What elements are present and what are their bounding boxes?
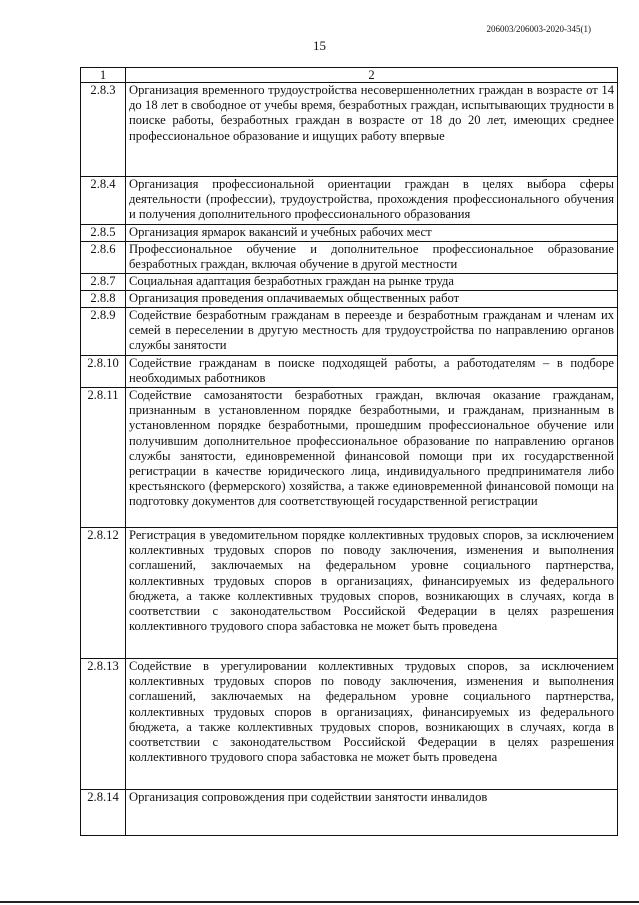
table-row	[81, 242, 618, 274]
row-number: 2.8.8	[81, 291, 126, 308]
row-text: Регистрация в уведомительном порядке коллективных трудовых споров, за исключением коллективных трудовых споров по поводу заключения, изменения и выполнения соглашений, заключаемых на федеральном уровне социального партнерства, коллективных трудовых споров в организациях, финансируемых из федерального бюджета, а также коллективных трудовых споров, возникающих в случаях, когда в соответствии с законодательством Российской Федерации в целях разрешения коллективного трудового спора забастовка не может быть проведена	[126, 528, 618, 659]
page-bottom-rule	[0, 901, 639, 903]
table-row	[81, 790, 618, 836]
row-text: Социальная адаптация безработных граждан на рынке труда	[126, 274, 618, 291]
row-number: 2.8.11	[81, 388, 126, 528]
table-row	[81, 225, 618, 242]
row-text: Содействие безработным гражданам в переезде и безработным гражданам и членам их семей в переселении в другую местность для трудоустройства по направлению органов службы занятости	[126, 308, 618, 356]
row-number: 2.8.10	[81, 356, 126, 388]
page-number: 15	[313, 38, 326, 53]
services-table	[80, 67, 618, 836]
table-row	[81, 308, 618, 356]
row-text: Содействие гражданам в поиске подходящей работы, а работодателям – в подборе необходимых работников	[126, 356, 618, 388]
table-row	[81, 659, 618, 790]
row-number: 2.8.14	[81, 790, 126, 836]
row-number: 2.8.6	[81, 242, 126, 274]
row-text: Содействие в урегулировании коллективных трудовых споров, за исключением коллективных трудовых споров по поводу заключения, изменения и выполнения соглашений, заключаемых на федеральном уровне социального партнерства, коллективных трудовых споров в организациях, финансируемых из федерального бюджета, а также коллективных трудовых споров, возникающих в случаях, когда в соответствии с законодательством Российской Федерации в целях разрешения коллективного трудового спора забастовка не может быть проведена	[126, 659, 618, 790]
row-text: Организация временного трудоустройства несовершеннолетних граждан в возрасте от 14 до 18 лет в свободное от учебы время, безработных граждан, испытывающих трудности в поиске работы, безработных граждан в возрасте от 18 до 20 лет, имеющих среднее профессиональное образование и ищущих работу впервые	[126, 83, 618, 177]
table-row	[81, 528, 618, 659]
column-header-number: 1	[81, 68, 126, 83]
row-number: 2.8.7	[81, 274, 126, 291]
document-code: 206003/206003-2020-345(1)	[486, 24, 591, 34]
table-header-row	[81, 68, 618, 83]
row-number: 2.8.4	[81, 177, 126, 225]
table-row	[81, 274, 618, 291]
row-number: 2.8.12	[81, 528, 126, 659]
row-text: Организация ярмарок вакансий и учебных рабочих мест	[126, 225, 618, 242]
row-number: 2.8.9	[81, 308, 126, 356]
table-row	[81, 291, 618, 308]
row-text: Профессиональное обучение и дополнительное профессиональное образование безработных граждан, включая обучение в другой местности	[126, 242, 618, 274]
row-number: 2.8.3	[81, 83, 126, 177]
row-text: Содействие самозанятости безработных граждан, включая оказание гражданам, признанным в установленном порядке безработными, и гражданам, признанным в установленном порядке безработными, прошедшим профессиональное обучение или получившим дополнительное профессиональное образование по направлению органов службы занятости, единовременной финансовой помощи при их государственной регистрации в качестве юридического лица, индивидуального предпринимателя либо крестьянского (фермерского) хозяйства, а также единовременной финансовой помощи на подготовку документов для соответствующей государственной регистрации	[126, 388, 618, 528]
row-text: Организация профессиональной ориентации граждан в целях выбора сферы деятельности (профессии), трудоустройства, прохождения профессионального обучения и получения дополнительного профессионального образования	[126, 177, 618, 225]
table-row	[81, 83, 618, 177]
row-text: Организация проведения оплачиваемых общественных работ	[126, 291, 618, 308]
column-header-description: 2	[126, 68, 618, 83]
table-row	[81, 388, 618, 528]
row-number: 2.8.5	[81, 225, 126, 242]
row-number: 2.8.13	[81, 659, 126, 790]
table-row	[81, 356, 618, 388]
table-row	[81, 177, 618, 225]
row-text: Организация сопровождения при содействии занятости инвалидов	[126, 790, 618, 836]
